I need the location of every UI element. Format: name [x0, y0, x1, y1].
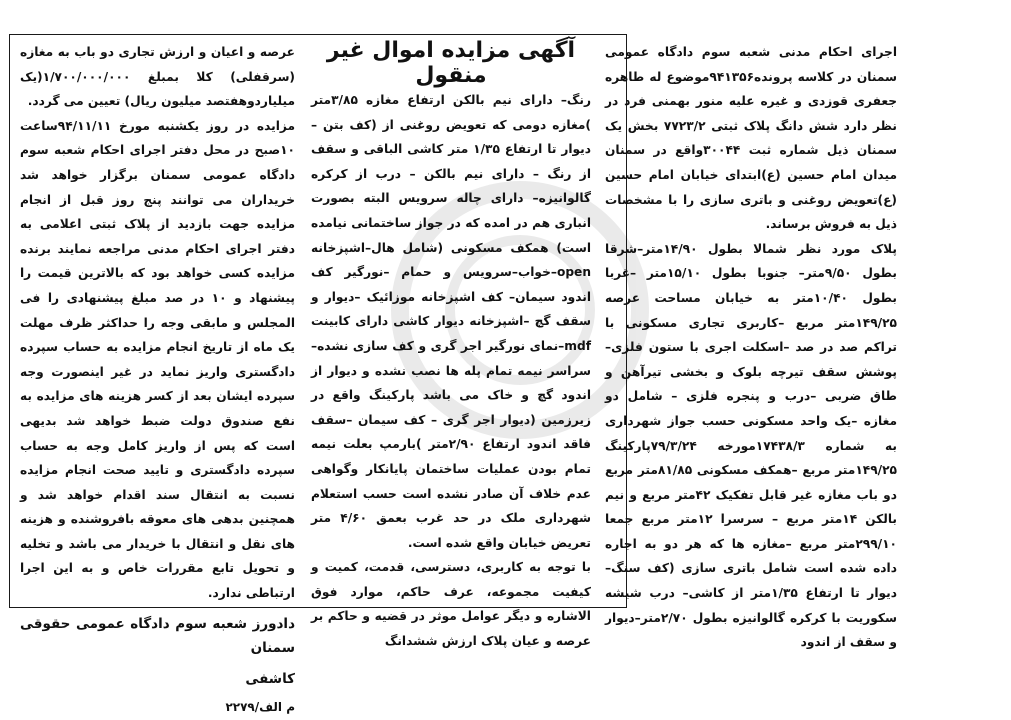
- notice-paragraph: عرصه و اعیان و ارزش تجاری دو باب به مغازه (سرقفلی) کلا بمبلغ ۱/۷۰۰/۰۰۰/۰۰۰(یک میلیاردوهفتصد میلیون ریال) تعیین می گردد.: [20, 45, 295, 109]
- signature-title: دادورز شعبه سوم دادگاه عمومی حقوقی سمنان: [20, 615, 295, 657]
- notice-title: آگهی مزایده اموال غیر منقول: [326, 38, 576, 88]
- notice-paragraph: اجرای احکام مدنی شعبه سوم دادگاه عمومی سمنان در کلاسه پرونده۹۴۱۳۵۶موضوع له طاهره جعفری قوزدی و غیره علیه منور بهمنی فرد در نظر دارد شش دانگ پلاک ثبتی ۷۷۲۳/۲ بخش یک سمنان ذیل شماره ثبت ۳۰۰۴۴واقع در سمنان میدان امام حسین (ع)ابتدای خیابان امام حسین (ع)تعویض روغنی و باتری سازی را با مشخصات ذیل به فروش برساند.: [605, 45, 897, 232]
- signature-name: کاشفی: [245, 670, 295, 687]
- notice-column-left: [20, 40, 295, 715]
- notice-paragraph: مزایده در روز یکشنبه مورخ ۹۴/۱۱/۱۱ساعت ۱۰صبح در محل دفتر اجرای احکام شعبه سوم دادگاه عمومی سمنان برگزار خواهد شد خریداران می توانند پنج روز قبل از انجام مزایده جهت بازدید از پلاک ثبتی اعلامی به دفتر اجرای احکام مدنی مراجعه نمایند برنده مزایده کسی خواهد بود که بالاترین قیمت را پیشنهاد و ۱۰ در صد مبلغ پیشنهادی را فی المجلس و مابقی وجه را حداکثر ظرف مهلت یک ماه از تاریخ انجام مزایده به حساب سپرده دادگستری واریز نماید در غیر اینصورت وجه سپرده ایشان بعد از کسر هزینه های مزایده به نفع صندوق دولت ضبط خواهد شد بدیهی است که پس از واریز کامل وجه به حساب سپرده دادگستری و تایید صحت انجام مزایده نسبت به انتقال سند اقدام خواهد شد و همچنین بدهی های معوقه بافروشنده و هزینه های نقل و انتقال با خریدار می باشد و تخلیه و تحویل تابع مقررات خاص و به این اجرا ارتباطی ندارد.: [20, 118, 295, 601]
- notice-column-middle: [311, 88, 591, 648]
- notice-paragraph: رنگ– دارای نیم بالکن ارتفاع مغازه ۳/۸۵متر )مغازه دومی که تعویض روغنی از (کف بتن –دیوار تا ارتفاع ۱/۳۵ متر کاشی الباقی و سقف از رنگ – دارای نیم بالکن – درب از کرکره گالوانیزه– دارای چاله سرویس البته بصورت انباری هم در امده که در جواز ساختمانی نیامده است) همکف مسکونی (شامل هال–اشپزخانه open–خواب–سرویس و حمام –نورگیر کف اندود سیمان– کف اشپزخانه موزائیک –دیوار و سقف گچ –اشپزخانه دیوار کاشی دارای کابینت mdf–نمای نورگیر اجر گری و کف سازی نشده–سراسر نیمه تمام پله ها نصب نشده و دیوار از اندود گچ و خاک می باشد پارکینگ واقع در زیرزمین (دیوار اجر گری – کف سیمان –سقف فاقد اندود ارتفاع ۲/۹۰متر )بارمپ بعلت نیمه تمام بودن عملیات ساختمان پایانکار وگواهی عدم خلاف آن صادر نشده است حسب استعلام شهرداری ملک در حد غرب بعمق ۴/۶۰ متر تعریض خیابان واقع شده است.: [311, 93, 591, 550]
- notice-paragraph: پلاک مورد نظر شمالا بطول ۱۴/۹۰متر–شرقا بطول ۹/۵۰متر– جنوبا بطول ۱۵/۱۰متر –غربا بطول ۱۰/۴۰متر به خیابان مساحت عرصه ۱۴۹/۲۵متر مربع –کاربری تجاری مسکونی با تراکم صد در صد –اسکلت اجری با ستون فلزی– پوشش سقف تیرچه بلوک و بخشی تیرآهن و طاق ضربی –درب و پنجره فلزی – شامل دو مغازه –یک واحد مسکونی حسب جواز شهرداری به شماره ۱۷۴۳۸/۳مورخه ۷۹/۳/۲۴پارکینگ ۱۴۹/۲۵متر مربع –همکف مسکونی ۸۱/۸۵متر مربع دو باب مغازه غیر قابل تفکیک ۴۲متر مربع و نیم بالکن ۱۴متر مربع – سرسرا ۱۲متر مربع جمعا ۲۹۹/۱۰متر مربع –مغازه ها که هر دو به اجاره داده شده است شامل باتری سازی (کف سنگ–دیوار تا ارتفاع ۱/۳۵متر از کاشی– درب شیشه سکوریت با کرکره گالوانیزه بطول ۲/۷۰متر–دیوار و سقف از اندود: [605, 241, 898, 650]
- notice-code: م الف/۲۲۷۹: [225, 700, 295, 715]
- notice-column-right: [605, 40, 898, 650]
- notice-paragraph: با توجه به کاربری، دسترسی، قدمت، کمیت و کیفیت مجموعه، عرف حاکم، موارد فوق الاشاره و دیگر عوامل موثر در قضیه و حاکم بر عرصه و عیان پلاک ارزش ششدانگ: [311, 560, 591, 649]
